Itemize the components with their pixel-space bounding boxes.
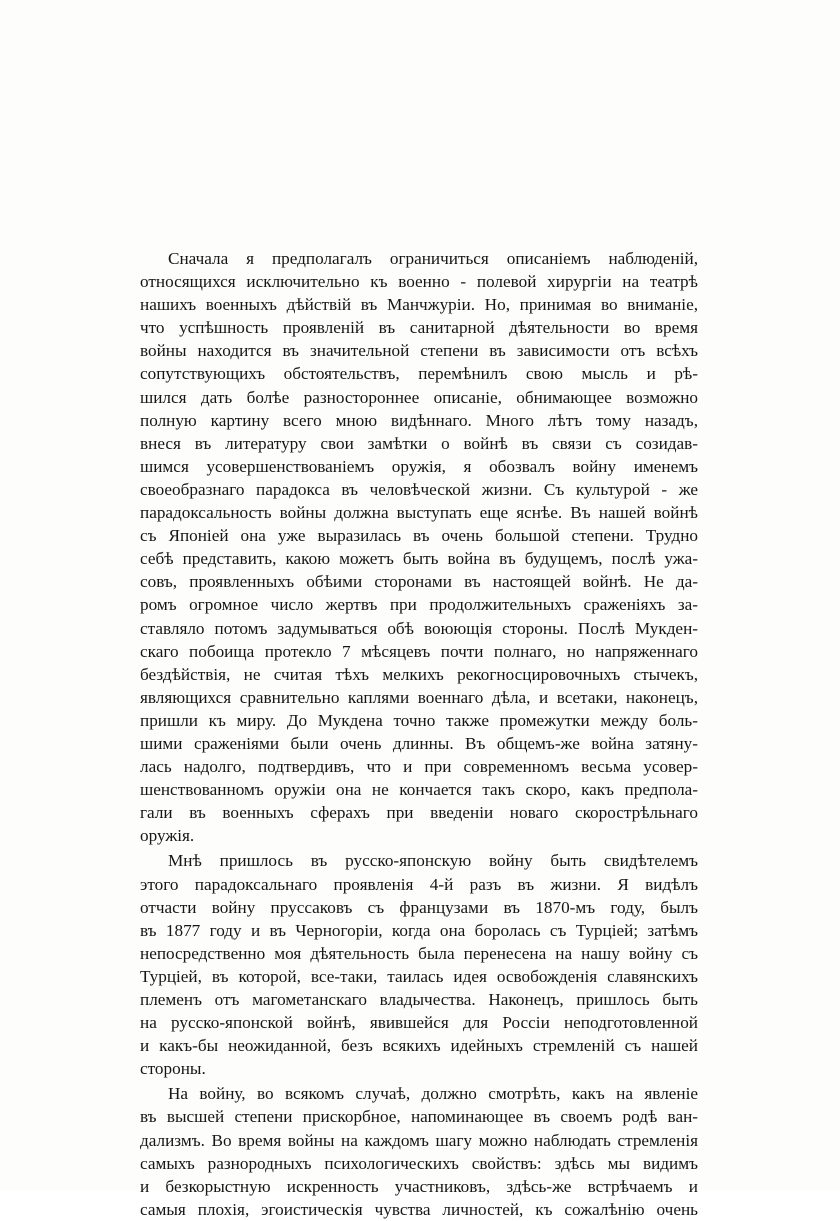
text-line: пришли къ миру. До Мукдена точно также промежутки между боль- <box>140 710 698 730</box>
text-line: нашихъ военныхъ дѣйствій въ Манчжуріи. Но, принимая во вниманіе, <box>140 295 698 315</box>
text-line: и безкорыстную искренность участниковъ, здѣсь-же встрѣчаемъ и <box>140 1176 698 1196</box>
text-line: отчасти войну пруссаковъ съ французами въ 1870-мъ году, былъ <box>140 897 698 917</box>
text-line: парадоксальность войны должна выступать еще яснѣе. Въ нашей войнѣ <box>140 503 698 523</box>
text-line: своеобразнаго парадокса въ человѣческой жизни. Съ культурой - же <box>140 479 698 499</box>
text-line: въ 1877 году и въ Черногоріи, когда она боролась съ Турціей; затѣмъ <box>140 920 698 940</box>
text-line: скаго побоища протекло 7 мѣсяцевъ почти полнаго, но напряженнаго <box>140 641 698 661</box>
text-line: совъ, проявленныхъ обѣими сторонами въ настоящей войнѣ. Не да- <box>140 572 698 592</box>
text-line: являющихся сравнительно каплями военнаго дѣла, и всетаки, наконецъ, <box>140 687 698 707</box>
text-line: относящихся исключительно къ военно - полевой хирургіи на театрѣ <box>140 272 698 292</box>
text-line: самыхъ разнородныхъ психологическихъ свойствъ: здѣсь мы видимъ <box>140 1153 698 1173</box>
text-line: шими сраженіями были очень длинны. Въ общемъ-же война затяну- <box>140 733 698 753</box>
text-line: этого парадоксальнаго проявленія 4-й разъ въ жизни. Я видѣлъ <box>140 874 698 894</box>
text-line: что успѣшность проявленій въ санитарной дѣятельности во время <box>140 318 698 338</box>
text-line: гали въ военныхъ сферахъ при введеніи новаго скорострѣльнаго <box>140 803 698 823</box>
text-line: Сначала я предполагалъ ограничиться описаніемъ наблюденій, <box>168 249 698 268</box>
text-line: внеся въ литературу свои замѣтки о войнѣ въ связи съ созидав- <box>140 433 698 453</box>
text-line: шенствованномъ оружіи она не кончается такъ скоро, какъ предпола- <box>140 780 698 800</box>
text-line: войны находится въ значительной степени въ зависимости отъ всѣхъ <box>140 341 698 361</box>
text-line: дализмъ. Во время войны на каждомъ шагу можно наблюдать стремленія <box>140 1130 698 1150</box>
text-line: шился дать болѣе разностороннее описаніе, обнимающее возможно <box>140 387 698 407</box>
text-line: Турціей, въ которой, все-таки, таилась идея освобожденія славянскихъ <box>140 966 698 986</box>
text-line: лась надолго, подтвердивъ, что и при современномъ весьма усовер- <box>140 757 698 777</box>
text-line: племенъ отъ магометанскаго владычества. Наконецъ, пришлось быть <box>140 990 698 1009</box>
text-line: оружія. <box>140 826 195 846</box>
text-line: сопутствующихъ обстоятельствъ, перемѣнилъ свою мысль и рѣ- <box>140 364 698 384</box>
text-line: на русско-японской войнѣ, явившейся для Россіи неподготовленной <box>140 1013 698 1033</box>
text-line: себѣ представить, какою можетъ быть война въ будущемъ, послѣ ужа- <box>140 549 698 569</box>
text-line: полную картину всего мною видѣннаго. Много лѣтъ тому назадъ, <box>140 410 698 430</box>
text-line: непосредственно моя дѣятельность была перенесена на нашу войну съ <box>140 943 698 963</box>
text-line: шимся усовершенствованіемъ оружія, я обозвалъ войну именемъ <box>140 456 698 476</box>
text-line: съ Японіей она уже выразилась въ очень большой степени. Трудно <box>140 526 698 546</box>
body-text <box>140 247 698 1221</box>
text-line: въ высшей степени прискорбное, напоминающее въ своемъ родѣ ван- <box>140 1107 698 1127</box>
text-line: стороны. <box>140 1059 206 1079</box>
text-line: ставляло потомъ задумываться обѣ воюющія стороны. Послѣ Мукден- <box>140 618 698 638</box>
text-line: ромъ огромное число жертвъ при продолжительныхъ сраженіяхъ за- <box>140 595 698 615</box>
text-line: и какъ-бы неожиданной, безъ всякихъ идейныхъ стремленій съ нашей <box>140 1036 698 1056</box>
text-line: самыя плохія, эгоистическія чувства личностей, къ сожалѣнію очень <box>140 1199 698 1219</box>
text-line: На войну, во всякомъ случаѣ, должно смотрѣть, какъ на явленіе <box>168 1084 698 1104</box>
text-line: бездѣйствія, не считая тѣхъ мелкихъ рекогносцировочныхъ стычекъ, <box>140 664 698 684</box>
text-line: Мнѣ пришлось въ русско-японскую войну быть свидѣтелемъ <box>168 851 698 871</box>
